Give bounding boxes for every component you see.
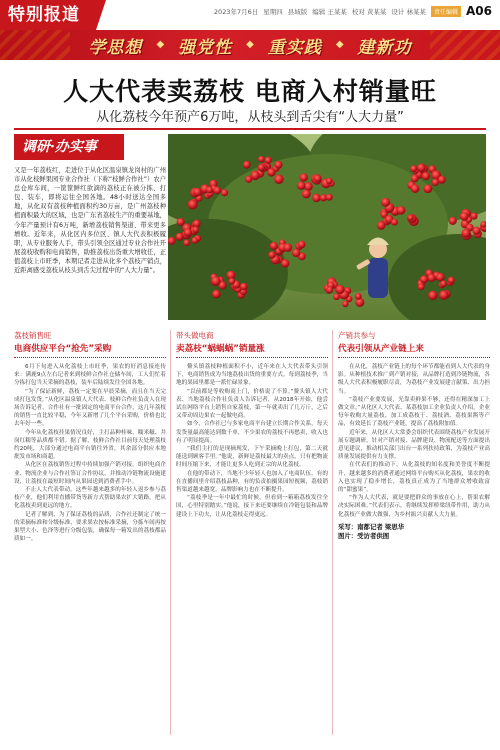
column-paragraph: “以前都是等收购商上门，价格说了不算。”鳌头镇人大代表、当地荔枝合作社负责人告诉记者，从2018年开始，他尝试在网络平台上销售自家荔枝，第一年就卖出了几万斤，之后又带动周边果农一起做电商。 [176, 388, 328, 420]
lychee-fruit [326, 286, 333, 293]
lychee-fruit [176, 233, 184, 241]
column-divider [332, 330, 333, 735]
column-paragraph: 不止人大代表带动，这些年越来越多的年轻人返乡参与荔枝产业，他们利用直播带货等新方式帮助果农扩大销路，把从化荔枝卖到更远的地方。 [14, 487, 166, 510]
column-body [338, 363, 490, 519]
lychee-fruit [424, 184, 433, 193]
lychee-fruit [258, 156, 265, 163]
editor-credit: 编辑 王某某 [312, 7, 347, 16]
column-paragraph: 在从化，荔枝产业链上的每个环节都能看到人大代表的身影。从种植技术推广到产销对接，从品牌打造到冷链物流，各级人大代表积极履职尽责，为荔枝产业发展建言献策、出力担当。 [338, 364, 490, 395]
headline: 人大代表卖荔枝 电商入村销量旺 [63, 77, 437, 106]
dateline [214, 4, 492, 18]
lychee-fruit [188, 200, 198, 210]
lychee-fruit [267, 168, 275, 176]
lychee-fruit [213, 187, 221, 195]
subheadline: 从化荔枝今年预产6万吨，从枝头到舌尖有“人大力量” [96, 110, 404, 125]
lychee-fruit [274, 161, 282, 169]
lychee-fruit [462, 229, 471, 238]
lychee-fruit [427, 274, 435, 282]
column-paragraph: 如今，合作社已与多家电商平台建立长期合作关系，每天发货量最高能达到数千单，不少果农的荔枝不再愁卖，收入也有了明显提高。 [176, 421, 328, 444]
column-paragraph: 从化区在荔枝销售过程中持续加强产销对接，组织电商企业、物流企业与合作社签订合作协议，并推动冷链物流设施建设，让荔枝在最短时间内从果园送到消费者手中。 [14, 462, 166, 485]
proof-credit: 校对 黄某某 [351, 7, 387, 16]
column-kicker: 荔枝销售旺 [14, 331, 52, 340]
slogan-separator: ◆ [335, 39, 344, 50]
column-heading: 代表引领从产业链上来 [338, 342, 490, 358]
lychee-fruit [326, 178, 333, 185]
column-paragraph: “荔枝季是一年中最忙的时候，但看到一箱箱荔枝发往全国，心里特别踏实。”他说，接下来还要继续在冷链包装和品牌建设上下功夫，让从化荔枝走得更远。 [176, 495, 328, 518]
column-body [176, 363, 328, 519]
slogan-1: 学思想 [88, 38, 143, 58]
page-number: A06 [466, 4, 492, 18]
column-paragraph: 在他的带动下，当地不少年轻人也加入了电商队伍，有的在直播间里介绍荔枝品种，有的负责拍摄果园短视频，荔枝销售渠道越来越宽，品牌影响力也在不断提升。 [176, 470, 328, 494]
lychee-fruit [355, 293, 362, 300]
lychee-fruit [472, 227, 480, 235]
column-heading: 卖荔枝“蜗蜗蜗”销量涨 [176, 342, 328, 358]
lychee-fruit [292, 249, 300, 257]
lychee-fruit [211, 276, 221, 286]
lychee-fruit [377, 221, 386, 230]
article-column-2 [176, 330, 328, 740]
lychee-fruit [428, 291, 437, 300]
editor-box: 责任编辑 [431, 6, 461, 17]
article-column-1 [14, 330, 166, 740]
issue-date: 2023年7月6日 [213, 7, 259, 16]
byline: 采写：南都记者 梁思华 图片：受访者供图 [338, 522, 405, 540]
lychee-fruit [436, 273, 445, 282]
column-paragraph: 今年从化荔枝挂果情况良好，主打品种桂味、糯米糍、井岗红糯等品质都不错。据了解，枝鲜合作社目前每天处理荔枝约20吨，大部分通过电商平台销往外省，其余部分供应本地批发市场和商超。 [14, 429, 166, 461]
column-paragraph: “我们主打的是现摘现发，下午采摘晚上打包，第二天就能送到顾客手里。”他说，新鲜是荔枝最大的卖点，只有把物流时间压缩下来，才能让更多人吃到正宗的从化荔枝。 [176, 446, 328, 469]
lychee-fruit [300, 173, 308, 181]
lychee-fruit [243, 161, 251, 169]
lychee-fruit [240, 283, 248, 291]
column-paragraph: 在代表们的推动下，从化荔枝的知名度和美誉度不断提升，越来越多的消费者通过网络平台购买从化荔枝，果农的收入也实现了稳步增长，荔枝真正成为了当地群众增收致富的“甜蜜果”。 [338, 462, 490, 494]
lead-title: 调研·办实事 [14, 134, 124, 160]
lychee-fruit [191, 237, 198, 244]
lychee-fruit [438, 176, 446, 184]
designer-credit: 设计 林某某 [391, 7, 426, 16]
column-kicker: 带头做电商 [176, 331, 214, 340]
lychee-fruit [449, 217, 457, 225]
lychee-fruit [335, 285, 344, 294]
column-paragraph: “荔枝产业要发展，光靠卖鲜果不够，还得在精深加工上做文章。”从化区人大代表、某荔枝加工企业负责人介绍，企业每年收购大量荔枝，加工成荔枝干、荔枝酒、荔枝果酱等产品，有效延长了荔枝产业链，提高了荔枝附加值。 [338, 396, 490, 428]
column-kicker: 产销共参与 [338, 331, 376, 340]
headline-rule [14, 128, 486, 130]
lychee-fruit [228, 278, 235, 285]
lychee-fruit [422, 172, 430, 180]
lychee-fruit [283, 243, 292, 252]
lychee-fruit [417, 163, 426, 172]
column-body [14, 363, 166, 543]
lead-text: 又是一年荔枝红，走进位于从化区温泉镇龙岗村的广州市从化枝鲜果园专业合作社（下称“枝鲜合作社”）农户总仓库车间，一筐筐鲜红欲滴的荔枝正在被分拣、打包、装车，即将运往全国各地。48小时送达全国多地，从化双有荔枝种植面积约30万亩，是广州荔枝种植面积最大的区域，也是广东省荔枝生产的重要基地，今年产量预计有6万吨，新增荔枝销售渠道、带来更多增收。近年来，从化区内多位区、镇人大代表积极履职，从专业服务人手，带头引领全区通过专业合作社开展荔枝收购和电商销售，助推荔枝出货重大增收任，正值荔枝上市旺季，本期记者走进从化多个荔枝产销点，近距离感受荔枝从枝头到舌尖过程中的“人大力量”。 [14, 167, 166, 275]
lychee-fruit [312, 194, 321, 203]
slogan-separator: ◆ [246, 39, 254, 50]
column-divider [170, 330, 171, 735]
lychee-fruit [333, 293, 340, 300]
column-paragraph: 6月下旬进入从化荔枝上市旺季，果农的好消息接连传来：满鹿9点左右记者来到枝鲜合作社仓储车间，工人们忙着分拣打包当天采摘的荔枝，装车后陆续发往全国各地。 [14, 364, 166, 387]
lychee-fruit [407, 214, 413, 220]
section-tag: 特别报道 [0, 0, 96, 30]
lychee-fruit [206, 186, 213, 193]
lychee-fruit [281, 259, 289, 267]
lychee-fruit [274, 174, 283, 183]
lychee-fruit [184, 228, 192, 236]
slogan-2: 强党性 [178, 38, 233, 58]
masthead [0, 0, 500, 30]
lychee-fruit [460, 212, 469, 221]
lychee-fruit [326, 194, 333, 201]
slogan-banner [0, 30, 500, 60]
lychee-fruit [258, 164, 265, 171]
lead-box [14, 134, 166, 322]
lychee-fruit [298, 241, 306, 249]
lychee-fruit [221, 189, 228, 196]
lychee-fruit [411, 184, 420, 193]
lychee-fruit [193, 188, 201, 196]
lychee-fruit [193, 220, 201, 228]
lychee-fruit [448, 277, 455, 284]
column-paragraph: 鳌头镇荔枝种植面积不小，近年来在人大代表带头引领下，电商销售成为当地荔枝出货的重要方式。每到荔枝季，当地的果园里都是一派忙碌景象。 [176, 364, 328, 387]
slogan-4: 建新功 [357, 38, 412, 58]
lychee-fruit [420, 275, 428, 283]
lychee-fruit [391, 219, 398, 226]
lychee-fruit [212, 290, 221, 299]
lychee-photo [168, 134, 486, 320]
column-paragraph: 近年来，从化区人大常委会组织代表围绕荔枝产业发展开展专题调研，针对产销对接、品牌建设、物流配送等方面提出意见建议，推动相关部门出台一系列扶持政策，为荔枝产业高质量发展提供有力支撑。 [338, 429, 490, 461]
lychee-fruit [314, 175, 322, 183]
column-paragraph: “作为人大代表，就是要把群众的事放在心上，帮果农解决实际困难。”代表们表示，将继续发挥桥梁纽带作用，助力从化荔枝产业做大做强，为乡村振兴贡献人大力量。 [338, 495, 490, 518]
column-paragraph: 记者了解到，为了保证荔枝的品质，合作社还制定了统一的采摘标准和分级标准，要求果农按标准采摘，分拣车间再按果型大小、色泽等进行分级包装，确保每一箱发出的荔枝都品质如一。 [14, 511, 166, 543]
slogan-3: 重实践 [267, 38, 322, 58]
lychee-fruit [397, 206, 406, 215]
lychee-orchard-image [168, 134, 486, 320]
lychee-fruit [440, 280, 447, 287]
lychee-fruit [381, 198, 390, 207]
lychee-fruit [418, 283, 425, 290]
column-heading: 电商供应平台“抢先”采购 [14, 342, 166, 358]
lychee-fruit [192, 226, 199, 233]
lychee-fruit [177, 218, 185, 226]
column-paragraph: “为了保证新鲜，荔枝一定要在早晨采摘，而且在当天完成打包发货。”从化区温泉镇人大代表、枝鲜合作社负责人在现场告诉记者，合作社有一批固定的电商平台合作，这几年荔枝的销售一直比较平稳，今年又新增了几个平台采购，价格也比去年好一些。 [14, 388, 166, 428]
lychee-fruit [410, 165, 417, 172]
issue-weekday: 星期四 [263, 7, 283, 16]
slogan-separator: ◆ [156, 39, 165, 50]
lychee-fruit [265, 157, 272, 164]
edition-label: 县域版 [287, 7, 308, 16]
lychee-fruit [183, 239, 190, 246]
lychee-fruit [297, 181, 306, 190]
slogan-list [0, 33, 500, 58]
lychee-fruit [268, 251, 275, 258]
article-column-3 [338, 330, 490, 740]
lychee-fruit [439, 290, 449, 300]
lychee-fruit [250, 171, 259, 180]
lychee-fruit [302, 190, 311, 199]
